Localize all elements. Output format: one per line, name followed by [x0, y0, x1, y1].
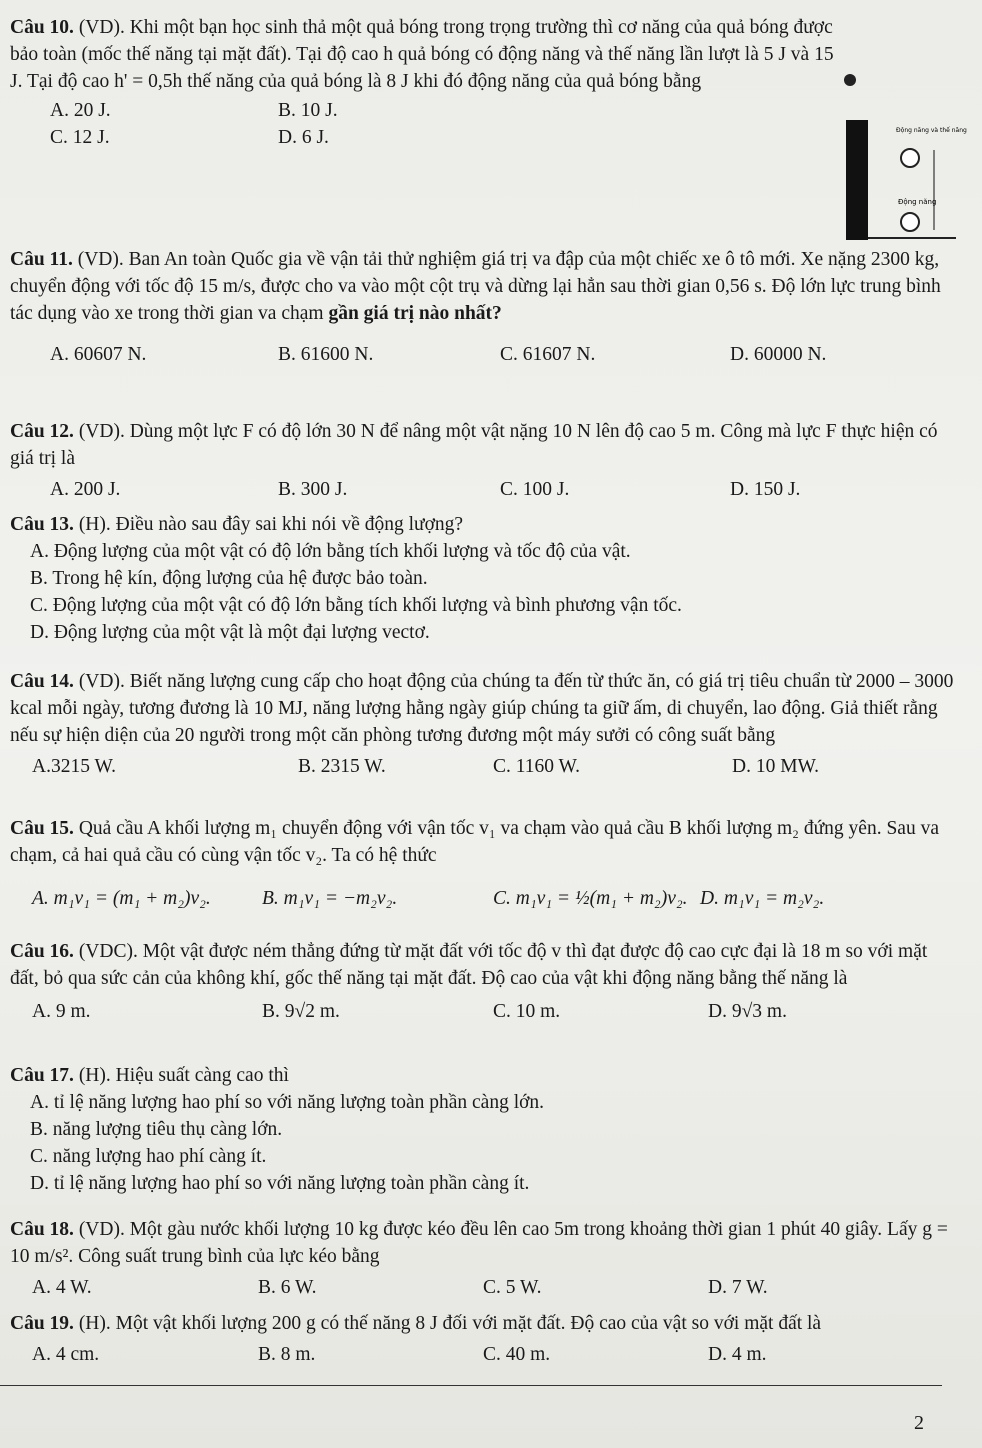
option-c[interactable]: C. Động lượng của một vật có độ lớn bằng tích khối lượng và bình phương vận tốc. [30, 595, 682, 616]
question-15 [10, 815, 960, 912]
ball-top-icon [844, 74, 856, 86]
option-b[interactable]: B. 9√2 m. [262, 1001, 340, 1022]
option-a[interactable]: A. tỉ lệ năng lượng hao phí so với năng lượng toàn phần càng lớn. [30, 1092, 545, 1113]
option-c[interactable]: C. 5 W. [483, 1277, 542, 1298]
figure-label-top: Động năng và thế năng [896, 127, 967, 134]
question-text: Quả cầu A khối lượng m₁ chuyển động với vận tốc v₁ va chạm vào quả cầu B khối lượng m₂ đứng yên. Sau va chạm, cả hai quả cầu có cùng vận tốc v₂. Ta có hệ thức [10, 818, 939, 866]
options-row [10, 124, 840, 151]
option-a[interactable]: A. 200 J. [50, 479, 121, 500]
figure-label-bottom: Động năng [898, 198, 937, 206]
option-a[interactable]: A. 4 W. [32, 1277, 92, 1298]
option-a[interactable]: A. 20 J. [50, 100, 111, 121]
question-18 [10, 1216, 960, 1301]
option-c[interactable]: C. năng lượng hao phí càng ít. [30, 1146, 267, 1167]
option-b[interactable]: B. 2315 W. [298, 756, 386, 777]
option-d[interactable]: D. Động lượng của một vật là một đại lượng vectơ. [30, 622, 430, 643]
option-b[interactable]: B. 300 J. [278, 479, 348, 500]
question-14 [10, 668, 960, 780]
question-number: Câu 19. [10, 1313, 74, 1334]
ball-bottom-icon [901, 213, 919, 231]
options-row [10, 476, 960, 503]
ground-wall [846, 120, 868, 240]
question-10 [10, 14, 840, 151]
option-c[interactable]: C. 40 m. [483, 1344, 551, 1365]
options-row [10, 1341, 960, 1368]
option-d[interactable]: D. 150 J. [730, 479, 801, 500]
ball-mid-icon [901, 149, 919, 167]
option-a[interactable]: A. 4 cm. [32, 1344, 100, 1365]
question-text: (VD). Dùng một lực F có độ lớn 30 N để nâng một vật nặng 10 N lên độ cao 5 m. Công mà lực F thực hiện có giá trị là [10, 421, 938, 469]
options-row [10, 753, 960, 780]
option-b[interactable]: B. năng lượng tiêu thụ càng lớn. [30, 1119, 283, 1140]
option-b[interactable]: B. 61600 N. [278, 344, 374, 365]
option-d[interactable]: D. tỉ lệ năng lượng hao phí so với năng lượng toàn phần càng ít. [30, 1173, 530, 1194]
question-number: Câu 11. [10, 249, 73, 270]
question-text: (VD). Biết năng lượng cung cấp cho hoạt động của chúng ta đến từ thức ăn, có giá trị tiêu chuẩn từ 2000 – 3000 kcal mỗi ngày, tương đương là 10 MJ, năng lượng hằng ngày giúp chúng ta giữ ấm, di chuyển, lao động. Giả thiết rằng nếu sự hiện diện của 20 người trong một căn phòng tương đương một máy sưởi có công suất bằng [10, 671, 954, 746]
option-d[interactable]: D. m₁v₁ = m₂v₂. [700, 888, 825, 909]
question-number: Câu 15. [10, 818, 74, 839]
option-a[interactable]: A. 9 m. [32, 1001, 91, 1022]
options-row [10, 885, 960, 912]
option-b[interactable]: B. 10 J. [278, 100, 338, 121]
option-c[interactable]: C. 12 J. [50, 127, 110, 148]
option-c[interactable]: C. 100 J. [500, 479, 570, 500]
option-c[interactable]: C. 61607 N. [500, 344, 596, 365]
question-19 [10, 1310, 960, 1368]
question-number: Câu 13. [10, 514, 74, 535]
option-d[interactable]: D. 60000 N. [730, 344, 827, 365]
option-d[interactable]: D. 7 W. [708, 1277, 768, 1298]
question-17 [10, 1062, 960, 1197]
options-row [10, 97, 840, 124]
footer-divider [0, 1385, 942, 1386]
option-b[interactable]: B. 8 m. [258, 1344, 316, 1365]
question-text: (H). Một vật khối lượng 200 g có thế năng 8 J đối với mặt đất. Độ cao của vật so với mặt đất là [78, 1313, 822, 1334]
question-emphasis: gần giá trị nào nhất? [328, 303, 502, 324]
question-number: Câu 17. [10, 1065, 74, 1086]
option-d[interactable]: D. 10 MW. [732, 756, 820, 777]
options-row [10, 998, 960, 1025]
option-b[interactable]: B. 6 W. [258, 1277, 317, 1298]
question-number: Câu 14. [10, 671, 74, 692]
option-b[interactable]: B. m₁v₁ = −m₂v₂. [262, 888, 398, 909]
question-number: Câu 10. [10, 17, 74, 38]
question-11 [10, 246, 960, 368]
question-13 [10, 511, 960, 646]
option-a[interactable]: A. m₁v₁ = (m₁ + m₂)v₂. [32, 888, 211, 909]
question-16 [10, 938, 960, 1025]
question-text: (H). Điều nào sau đây sai khi nói về động lượng? [78, 514, 464, 535]
option-d[interactable]: D. 4 m. [708, 1344, 767, 1365]
question-12 [10, 418, 960, 503]
page-number: 2 [914, 1412, 924, 1434]
question-number: Câu 16. [10, 941, 74, 962]
option-a[interactable]: A.3215 W. [32, 756, 116, 777]
question-text: (VD). Một gàu nước khối lượng 10 kg được kéo đều lên cao 5m trong khoảng thời gian 1 phút 40 giây. Lấy g = 10 m/s². Công suất trung bình của lực kéo bằng [10, 1219, 948, 1267]
question-text: (VD). Khi một bạn học sinh thả một quả bóng trong trọng trường thì cơ năng của quả bóng được bảo toàn (mốc thế năng tại mặt đất). Tại độ cao h quả bóng có động năng và thế năng lần lượt là 5 J và 15 J. Tại độ cao h' = 0,5h thế năng của quả bóng là 8 J khi đó động năng của quả bóng bằng [10, 17, 834, 92]
options-row [10, 341, 960, 368]
question-number: Câu 18. [10, 1219, 74, 1240]
options-row [10, 1274, 960, 1301]
option-d[interactable]: D. 6 J. [278, 127, 329, 148]
question-text: (H). Hiệu suất càng cao thì [78, 1065, 289, 1086]
option-a[interactable]: A. 60607 N. [50, 344, 147, 365]
question-text: (VDC). Một vật được ném thẳng đứng từ mặt đất với tốc độ v thì đạt được độ cao cực đại là 18 m so với mặt đất, bỏ qua sức cản của không khí, gốc thế năng tại mặt đất. Độ cao của vật khi động năng bằng thế năng là [10, 941, 928, 989]
option-c[interactable]: C. 10 m. [493, 1001, 561, 1022]
option-b[interactable]: B. Trong hệ kín, động lượng của hệ được bảo toàn. [30, 568, 428, 589]
question-text: (VD). Ban An toàn Quốc gia về vận tải thử nghiệm giá trị va đập của một chiếc xe ô tô mới. Xe nặng 2300 kg, chuyển động với tốc độ 15 m/s, được cho va vào một cột trụ và dừng lại hẳn sau thời gian 0,56 s. Độ lớn lực trung bình tác dụng vào xe trong thời gian va chạm [10, 249, 941, 324]
ball-figure [838, 70, 967, 240]
option-a[interactable]: A. Động lượng của một vật có độ lớn bằng tích khối lượng và tốc độ của vật. [30, 541, 631, 562]
option-c[interactable]: C. m₁v₁ = ½(m₁ + m₂)v₂. [493, 888, 688, 909]
option-d[interactable]: D. 9√3 m. [708, 1001, 787, 1022]
question-number: Câu 12. [10, 421, 74, 442]
option-c[interactable]: C. 1160 W. [493, 756, 581, 777]
